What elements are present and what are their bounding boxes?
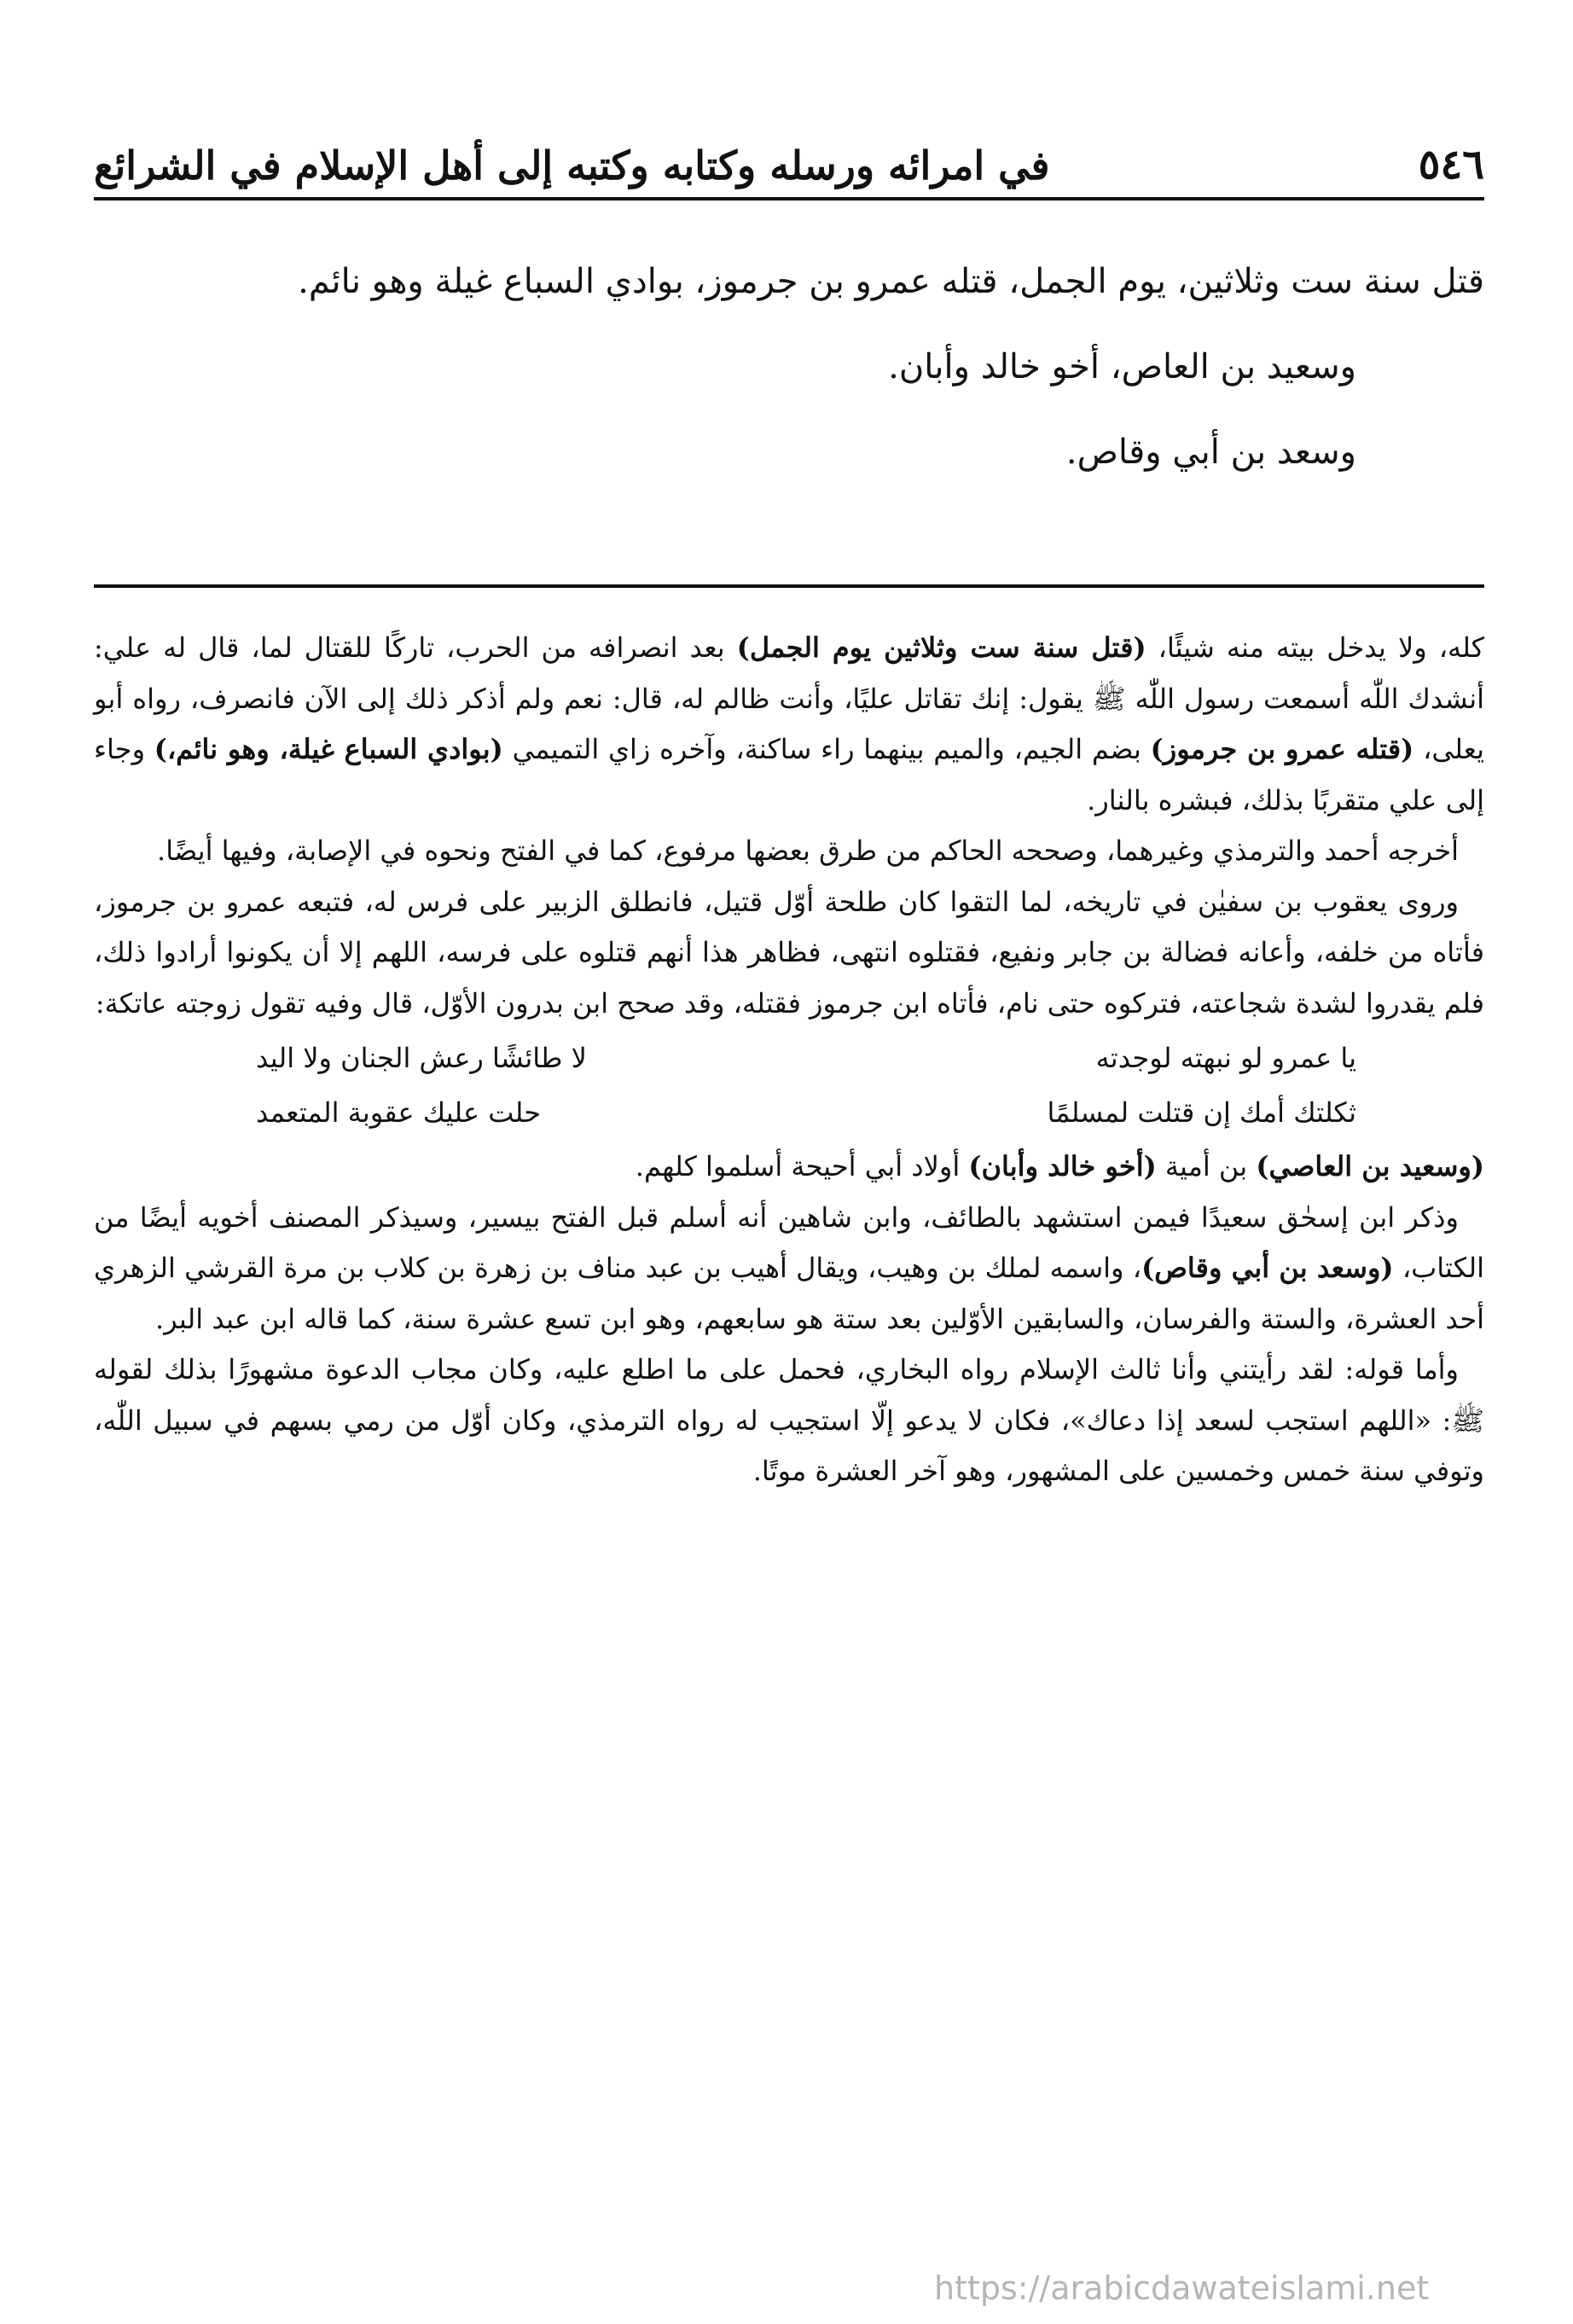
header-title: في امرائه ورسله وكتابه وكتبه إلى أهل الإسلام في الشرائع — [94, 142, 1050, 189]
commentary-paragraph: وأما قوله: لقد رأيتني وأنا ثالث الإسلام رواه البخاري، فحمل على ما اطلع عليه، وكان مجاب الدعوة مشهورًا بذلك لقوله ﷺ: «اللهم استجب لسعد إذا دعاك»، فكان لا يدعو إلّا استجيب له رواه الترمذي، وكان أوّل من رمي بسهم في سبيل اللّٰه، وتوفي سنة خمس وخمسين على المشهور، وهو آخر العشرة موتًا. — [94, 1353, 1484, 1487]
commentary-text: بعد انصرافه من الحرب، تاركًا للقتال لما، قال له علي: أنشدك اللّٰه أسمعت رسول اللّٰه ﷺ يقول: إنك تقاتل عليًا، وأنت ظالم له، قال: نعم ولم أذكر ذلك إلى الآن فانصرف، رواه أبو يعلى، — [94, 631, 1485, 765]
quoted-matn: (وسعد بن أبي وقاص) — [1141, 1252, 1394, 1284]
poem-hemistich: حلت عليك عقوبة المتعمد — [256, 1096, 542, 1129]
quoted-matn: (قتله عمرو بن جرموز) — [1150, 733, 1414, 765]
quoted-matn: (بوادي السباع غيلة، وهو نائم،) — [154, 733, 503, 765]
main-text — [94, 239, 1484, 495]
commentary-paragraph — [94, 623, 1484, 826]
commentary-paragraph: أخرجه أحمد والترمذي وغيرهما، وصححه الحاكم من طرق بعضها مرفوع، كما في الفتح ونحوه في الإصابة، وفيها أيضًا. — [157, 834, 1459, 867]
quoted-matn: (وسعيد بن العاصي) — [1256, 1150, 1484, 1182]
commentary-text: وجاء إلى علي متقربًا بذلك، فبشره بالنار. — [94, 733, 1484, 816]
running-header — [94, 119, 1484, 200]
commentary-paragraph: وروى يعقوب بن سفيٰن في تاريخه، لما التقوا كان طلحة أوّل قتيل، فانطلق الزبير على فرس له، فتبعه عمرو بن جرموز، فأتاه من خلفه، وأعانه فضالة بن جابر ونفيع، فقتلوه انتهى، فظاهر هذا أنهم قتلوه على فرسه، اللهم إلا أن يكونوا أرادوا ذلك، فلم يقدروا لشدة شجاعته، فتركوه حتى نام، فأتاه ابن جرموز فقتله، وقد صحح ابن بدرون الأوّل، قال وفيه تقول زوجته عاتكة: — [94, 885, 1484, 1020]
poem — [94, 1031, 1484, 1140]
commentary-text: بن أمية — [1156, 1150, 1257, 1182]
poem-hemistich: لا طائشًا رعش الجنان ولا اليد — [256, 1042, 587, 1074]
commentary — [94, 623, 1484, 1497]
poem-hemistich: يا عمرو لو نبهته لوجدته — [1095, 1042, 1356, 1074]
quoted-matn: (أخو خالد وأبان) — [968, 1150, 1157, 1182]
main-text-line: قتل سنة ست وثلاثين، يوم الجمل، قتله عمرو بن جرموز، بوادي السباع غيلة وهو نائم. — [298, 262, 1484, 301]
commentary-text: كله، ولا يدخل بيته منه شيئًا، — [1146, 631, 1485, 664]
text-divider — [94, 584, 1484, 588]
commentary-text: بضم الجيم، والميم بينهما راء ساكنة، وآخره زاي التميمي — [502, 733, 1151, 765]
commentary-text: أولاد أبي أحيحة أسلموا كلهم. — [635, 1150, 969, 1182]
main-text-line: وسعيد بن العاص، أخو خالد وأبان. — [888, 347, 1356, 386]
commentary-paragraph — [94, 1193, 1484, 1345]
commentary-paragraph — [94, 1142, 1484, 1193]
main-text-line: وسعد بن أبي وقاص. — [1065, 433, 1356, 472]
commentary-text: وذكر ابن إسحٰق سعيدًا فيمن استشهد بالطائف، وابن شاهين أنه أسلم قبل الفتح بيسير، وسيذكر المصنف أخويه أيضًا من الكتاب، — [94, 1200, 1485, 1284]
poem-hemistich: ثكلتك أمك إن قتلت لمسلمًا — [1047, 1096, 1356, 1129]
commentary-text: ، واسمه لملك بن وهيب، ويقال أهيب بن عبد مناف بن زهرة بن كلاب بن مرة القرشي الزهري أحد العشرة، والستة والفرسان، والسابقين الأوّلين بعد ستة هو سابعهم، وهو ابن تسع عشرة سنة، كما قاله ابن عبد البر. — [94, 1252, 1484, 1335]
page-number: ٥٤٦ — [1418, 141, 1484, 189]
poem-verse — [256, 1085, 1356, 1140]
quoted-matn: (قتل سنة ست وثلاثين يوم الجمل) — [736, 631, 1146, 664]
watermark-url: https://arabicdawateislami.net — [934, 2269, 1430, 2307]
poem-verse — [256, 1031, 1356, 1085]
